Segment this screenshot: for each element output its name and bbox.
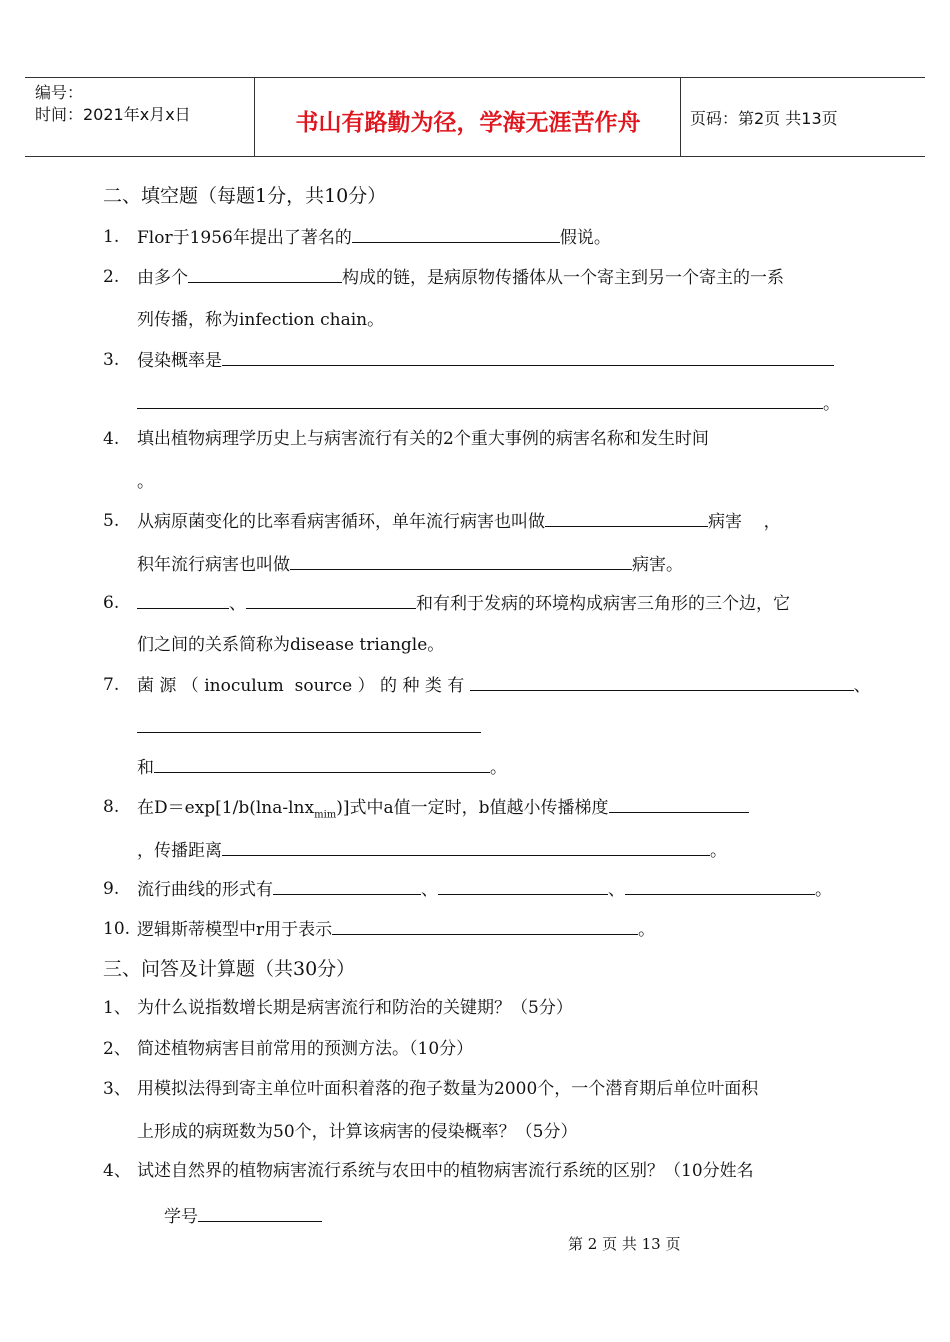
blank-field: [438, 878, 608, 895]
divider: [254, 78, 255, 156]
header-left: [35, 82, 191, 126]
item-text: 。: [137, 472, 154, 492]
blank-field: [246, 592, 416, 609]
item-text: 列传播，称为infection chain。: [137, 310, 385, 330]
item-number: 1、: [103, 998, 131, 1018]
blank-field: [273, 878, 421, 895]
item-number: 3、: [103, 1079, 131, 1099]
page-header: [25, 77, 925, 157]
item-text: 上形成的病斑数为50个，计算该病害的侵染概率？（5分）: [137, 1122, 578, 1142]
item-text: 逻辑斯蒂模型中r用于表示 。: [137, 920, 656, 940]
blank-field: [352, 226, 560, 243]
item-number: 2.: [103, 267, 120, 287]
item-text: 菌 源 （ inoculum source ） 的 种 类 有 、: [137, 676, 871, 696]
motto: 书山有路勤为径，学海无涯苦作舟: [295, 110, 641, 136]
number-label: 编号：: [35, 83, 84, 102]
blank-field: [137, 716, 481, 733]
blank-field: [222, 349, 834, 366]
item-number: 6.: [103, 593, 120, 613]
item-text: 用模拟法得到寄主单位叶面积着落的孢子数量为2000个，一个潜育期后单位叶面积: [137, 1079, 759, 1099]
item-text: 试述自然界的植物病害流行系统与农田中的植物病害流行系统的区别？（10分姓名: [137, 1161, 754, 1181]
item-number: 9.: [103, 879, 120, 899]
item-number: 1.: [103, 227, 120, 247]
blank-field: [545, 510, 708, 527]
item-text: 由多个 构成的链，是病原物传播体从一个寄主到另一个寄主的一系: [137, 268, 784, 288]
item-text: Flor于1956年提出了著名的 假说。: [137, 228, 611, 248]
blank-field: [137, 392, 823, 409]
item-text: 填出植物病理学历史上与病害流行有关的2个重大事例的病害名称和发生时间: [137, 429, 709, 449]
item-text: 流行曲线的形式有 、 、 。: [137, 880, 832, 900]
divider: [680, 78, 681, 156]
item-text: 从病原菌变化的比率看病害循环，单年流行病害也叫做 病害 ，: [137, 512, 781, 532]
item-text: 们之间的关系简称为disease triangle。: [137, 635, 445, 655]
item-number: 8.: [103, 797, 120, 817]
item-text: 和 。: [137, 758, 507, 778]
blank-field: [609, 796, 749, 813]
item-number: 2、: [103, 1039, 131, 1059]
item-number: 4、: [103, 1161, 131, 1181]
item-number: 4.: [103, 429, 120, 449]
item-text: 、 和有利于发病的环境构成病害三角形的三个边，它: [137, 592, 790, 615]
blank-field: [137, 592, 229, 609]
item-text: 侵染概率是: [137, 349, 834, 372]
item-number: 7.: [103, 675, 120, 695]
item-text: 。: [137, 392, 840, 415]
blank-field: [222, 839, 710, 856]
time-label: 时间：2021年x月x日: [35, 105, 191, 124]
item-text: 在D＝exp[1/b(lna-lnx$_{mim}$)]式中a值一定时，b值越小传播梯度: [137, 796, 749, 826]
item-number: 10.: [103, 919, 131, 939]
item-text: 积年流行病害也叫做 病害。: [137, 555, 683, 575]
item-number: 5.: [103, 511, 120, 531]
blank-field: [290, 553, 632, 570]
section-title: 二、填空题（每题1分，共10分）: [103, 185, 387, 207]
student-id-line: 学号: [164, 1205, 322, 1228]
page-label: 页码：第2页 共13页: [690, 109, 838, 128]
section-title: 三、问答及计算题（共30分）: [103, 958, 356, 980]
item-text: 为什么说指数增长期是病害流行和防治的关键期？（5分）: [137, 998, 573, 1018]
blank-field: [625, 878, 815, 895]
blank-field: [332, 918, 638, 935]
student-id-blank: [198, 1205, 322, 1222]
blank-field: [154, 756, 490, 773]
blank-field: [188, 266, 342, 283]
page-footer: 第 2 页 共 13 页: [568, 1235, 681, 1253]
item-number: 3.: [103, 350, 120, 370]
item-text: 简述植物病害目前常用的预测方法。（10分）: [137, 1039, 474, 1059]
blank-field: [470, 674, 854, 691]
item-text: ，传播距离 。: [137, 841, 727, 861]
item-text: [137, 716, 481, 739]
